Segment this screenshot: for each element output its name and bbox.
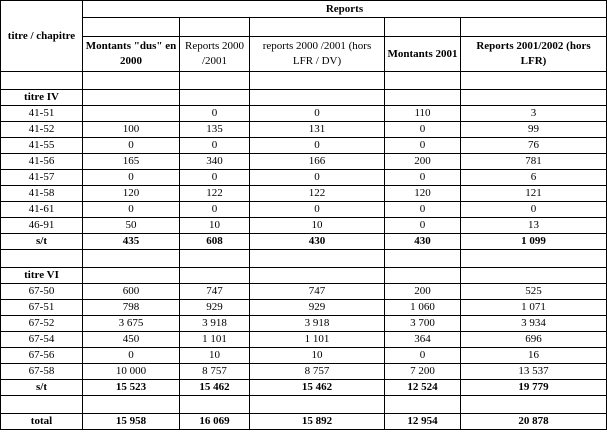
value-cell: 6 (461, 170, 607, 186)
value-cell: 10 (180, 348, 250, 364)
value-cell: 1 099 (461, 234, 607, 250)
value-cell: 3 675 (83, 316, 180, 332)
value-cell: 3 918 (250, 316, 385, 332)
value-cell: 15 523 (83, 380, 180, 396)
value-cell: 121 (461, 186, 607, 202)
value-cell: 0 (461, 202, 607, 218)
value-cell: 0 (250, 170, 385, 186)
total-value-cell: 20 878 (461, 414, 607, 430)
empty-cell (83, 90, 180, 106)
row-label: 67-52 (1, 316, 83, 332)
value-cell: 120 (83, 186, 180, 202)
total-value-cell: 15 958 (83, 414, 180, 430)
value-cell: 15 462 (180, 380, 250, 396)
row-label: s/t (1, 380, 83, 396)
empty-cell (1, 250, 83, 268)
table-row (1, 202, 607, 218)
value-cell: 8 757 (250, 364, 385, 380)
subtotal-row (1, 380, 607, 396)
section-title: titre IV (1, 90, 83, 106)
empty-cell (250, 72, 385, 90)
total-value-cell: 12 954 (385, 414, 461, 430)
value-cell: 0 (385, 202, 461, 218)
value-cell: 450 (83, 332, 180, 348)
empty-cell (250, 90, 385, 106)
empty-cell (461, 90, 607, 106)
header-spacer-cell (180, 18, 250, 37)
value-cell: 430 (385, 234, 461, 250)
value-cell: 1 060 (385, 300, 461, 316)
empty-cell (83, 396, 180, 414)
value-cell: 0 (180, 170, 250, 186)
empty-cell (385, 90, 461, 106)
value-cell: 0 (180, 138, 250, 154)
value-cell: 1 071 (461, 300, 607, 316)
subtotal-row (1, 234, 607, 250)
header-spacer-cell (385, 18, 461, 37)
table-row (1, 154, 607, 170)
value-cell: 600 (83, 284, 180, 300)
empty-cell (180, 250, 250, 268)
table-row (1, 218, 607, 234)
value-cell: 929 (180, 300, 250, 316)
value-cell: 0 (250, 202, 385, 218)
empty-cell (83, 268, 180, 284)
header-spacer-cell (250, 18, 385, 37)
value-cell: 0 (83, 348, 180, 364)
spacer-row (1, 72, 607, 90)
value-cell: 696 (461, 332, 607, 348)
header-montants-dus-2000: Montants "dus" en 2000 (83, 37, 180, 72)
value-cell: 200 (385, 154, 461, 170)
table-row (1, 186, 607, 202)
row-label: 41-58 (1, 186, 83, 202)
empty-cell (461, 72, 607, 90)
value-cell: 0 (250, 106, 385, 122)
value-cell: 0 (385, 218, 461, 234)
header-reports-2000-2001: Reports 2000 /2001 (180, 37, 250, 72)
value-cell: 430 (250, 234, 385, 250)
value-cell: 0 (385, 138, 461, 154)
total-value-cell: 15 892 (250, 414, 385, 430)
total-label: total (1, 414, 83, 430)
value-cell: 3 700 (385, 316, 461, 332)
value-cell: 100 (83, 122, 180, 138)
value-cell: 0 (385, 122, 461, 138)
value-cell: 15 462 (250, 380, 385, 396)
row-label: 41-55 (1, 138, 83, 154)
spacer-row (1, 396, 607, 414)
value-cell: 340 (180, 154, 250, 170)
empty-cell (1, 396, 83, 414)
value-cell: 7 200 (385, 364, 461, 380)
value-cell: 13 (461, 218, 607, 234)
value-cell: 135 (180, 122, 250, 138)
header-reports-group: Reports (83, 1, 607, 18)
empty-cell (461, 250, 607, 268)
value-cell: 0 (83, 138, 180, 154)
empty-cell (461, 396, 607, 414)
empty-cell (385, 250, 461, 268)
empty-cell (385, 396, 461, 414)
table-row (1, 364, 607, 380)
empty-cell (250, 268, 385, 284)
value-cell: 1 101 (250, 332, 385, 348)
row-label: 41-57 (1, 170, 83, 186)
value-cell: 8 757 (180, 364, 250, 380)
section-title: titre VI (1, 268, 83, 284)
empty-cell (250, 396, 385, 414)
value-cell: 16 (461, 348, 607, 364)
empty-cell (385, 72, 461, 90)
total-row (1, 414, 607, 430)
value-cell: 0 (180, 202, 250, 218)
empty-cell (1, 72, 83, 90)
header-reports-2001-2002: Reports 2001/2002 (hors LFR) (461, 37, 607, 72)
row-label: 41-56 (1, 154, 83, 170)
value-cell: 798 (83, 300, 180, 316)
value-cell (83, 106, 180, 122)
section-title-row (1, 90, 607, 106)
value-cell: 131 (250, 122, 385, 138)
row-label: 41-52 (1, 122, 83, 138)
value-cell: 364 (385, 332, 461, 348)
empty-cell (461, 268, 607, 284)
value-cell: 747 (180, 284, 250, 300)
value-cell: 608 (180, 234, 250, 250)
value-cell: 0 (83, 202, 180, 218)
row-label: s/t (1, 234, 83, 250)
value-cell: 525 (461, 284, 607, 300)
value-cell: 165 (83, 154, 180, 170)
empty-cell (180, 268, 250, 284)
value-cell: 3 934 (461, 316, 607, 332)
header-spacer-cell (461, 18, 607, 37)
empty-cell (385, 268, 461, 284)
value-cell: 19 779 (461, 380, 607, 396)
value-cell: 10 000 (83, 364, 180, 380)
value-cell: 1 101 (180, 332, 250, 348)
row-label: 67-50 (1, 284, 83, 300)
row-label: 41-61 (1, 202, 83, 218)
row-label: 46-91 (1, 218, 83, 234)
row-label: 67-56 (1, 348, 83, 364)
empty-cell (180, 72, 250, 90)
value-cell: 0 (250, 138, 385, 154)
value-cell: 50 (83, 218, 180, 234)
value-cell: 747 (250, 284, 385, 300)
empty-cell (180, 90, 250, 106)
empty-cell (180, 396, 250, 414)
value-cell: 0 (385, 170, 461, 186)
value-cell: 122 (180, 186, 250, 202)
value-cell: 3 918 (180, 316, 250, 332)
value-cell: 76 (461, 138, 607, 154)
table-row (1, 348, 607, 364)
value-cell: 0 (385, 348, 461, 364)
value-cell: 99 (461, 122, 607, 138)
row-label: 67-58 (1, 364, 83, 380)
table-row (1, 332, 607, 348)
spacer-row (1, 250, 607, 268)
value-cell: 10 (180, 218, 250, 234)
value-cell: 200 (385, 284, 461, 300)
table-row (1, 316, 607, 332)
header-reports-hors-lfr-dv: reports 2000 /2001 (hors LFR / DV) (250, 37, 385, 72)
total-value-cell: 16 069 (180, 414, 250, 430)
value-cell: 13 537 (461, 364, 607, 380)
table-row (1, 106, 607, 122)
header-montants-2001: Montants 2001 (385, 37, 461, 72)
empty-cell (83, 250, 180, 268)
value-cell: 110 (385, 106, 461, 122)
value-cell: 0 (83, 170, 180, 186)
table-row (1, 284, 607, 300)
table-row (1, 122, 607, 138)
table-row (1, 300, 607, 316)
row-label: 67-51 (1, 300, 83, 316)
section-title-row (1, 268, 607, 284)
value-cell: 929 (250, 300, 385, 316)
row-label: 67-54 (1, 332, 83, 348)
value-cell: 435 (83, 234, 180, 250)
value-cell: 120 (385, 186, 461, 202)
empty-cell (83, 72, 180, 90)
value-cell: 166 (250, 154, 385, 170)
value-cell: 3 (461, 106, 607, 122)
table-row (1, 138, 607, 154)
value-cell: 10 (250, 348, 385, 364)
table-row (1, 170, 607, 186)
value-cell: 122 (250, 186, 385, 202)
header-titre-chapitre: titre / chapitre (1, 1, 83, 72)
header-spacer-cell (83, 18, 180, 37)
value-cell: 12 524 (385, 380, 461, 396)
value-cell: 0 (180, 106, 250, 122)
row-label: 41-51 (1, 106, 83, 122)
empty-cell (250, 250, 385, 268)
value-cell: 781 (461, 154, 607, 170)
value-cell: 10 (250, 218, 385, 234)
